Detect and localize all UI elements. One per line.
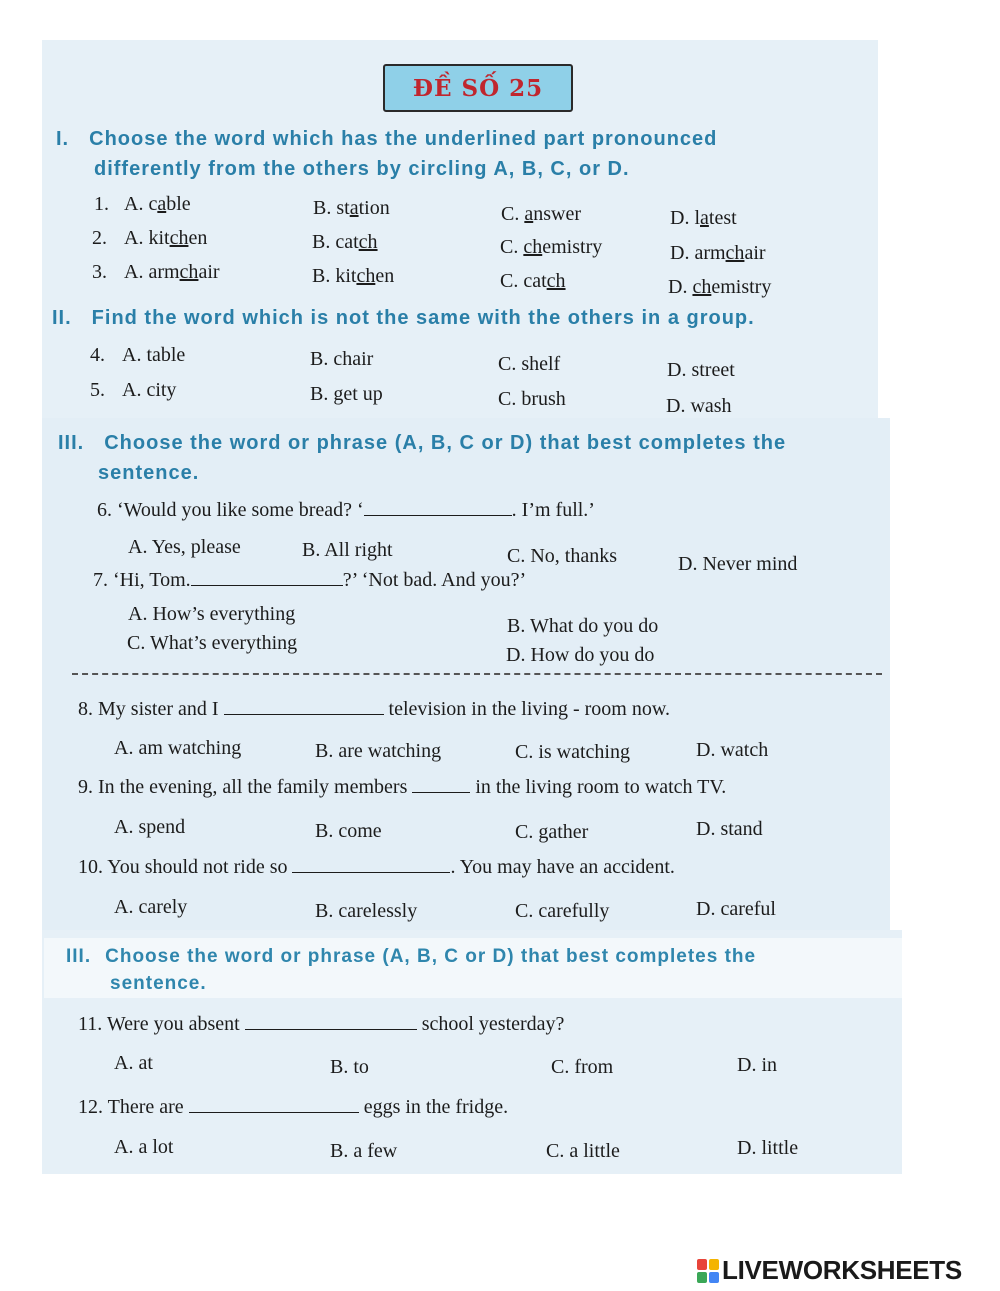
option-d[interactable]: D. careful — [696, 898, 776, 920]
option-a[interactable]: A. am watching — [114, 737, 242, 759]
option-a[interactable]: A. cable — [124, 193, 191, 215]
answer-blank[interactable] — [292, 855, 450, 873]
answer-blank[interactable] — [224, 697, 384, 715]
option-b[interactable]: B. kitchen — [312, 265, 395, 287]
question-stem: 11. Were you absent school yesterday? — [78, 1013, 565, 1035]
option-c[interactable]: C. No, thanks — [507, 545, 617, 567]
logo-mark-icon — [697, 1259, 719, 1283]
option-c[interactable]: C. catch — [500, 270, 566, 292]
section-2-heading: II. Find the word which is not the same with the others in a group. — [52, 307, 755, 329]
option-a[interactable]: A. carely — [114, 896, 188, 918]
section-4-heading: III. Choose the word or phrase (A, B, C or D) that best completes the sentence. — [66, 946, 757, 994]
question-number: 4. — [90, 344, 105, 366]
question-number: 1. — [94, 193, 109, 215]
option-c[interactable]: C. is watching — [515, 741, 630, 763]
question-stem: 8. My sister and I television in the living - room now. — [78, 698, 670, 720]
answer-blank[interactable] — [364, 498, 512, 516]
option-c[interactable]: C. gather — [515, 821, 589, 843]
option-a[interactable]: A. a lot — [114, 1136, 174, 1158]
question-number: 3. — [92, 261, 107, 283]
logo-text: LIVEWORKSHEETS — [722, 1255, 962, 1285]
option-a[interactable]: A. table — [122, 344, 186, 366]
option-b[interactable]: B. are watching — [315, 740, 442, 762]
answer-blank[interactable] — [412, 775, 470, 793]
option-b[interactable]: B. get up — [310, 383, 383, 405]
dashed-divider — [72, 673, 882, 675]
option-b[interactable]: B. a few — [330, 1140, 398, 1162]
option-a[interactable]: A. spend — [114, 816, 186, 838]
answer-blank[interactable] — [191, 568, 343, 586]
answer-blank[interactable] — [189, 1095, 359, 1113]
option-d[interactable]: D. watch — [696, 739, 769, 761]
option-d[interactable]: D. wash — [666, 395, 732, 417]
answer-blank[interactable] — [245, 1012, 417, 1030]
option-b[interactable]: B. carelessly — [315, 900, 418, 922]
question-stem: 9. In the evening, all the family members in the living room to watch TV. — [78, 776, 727, 798]
question-number: 5. — [90, 379, 105, 401]
option-b[interactable]: B. station — [313, 197, 390, 219]
option-b[interactable]: B. to — [330, 1056, 369, 1078]
option-c[interactable]: C. a little — [546, 1140, 620, 1162]
option-b[interactable]: B. All right — [302, 539, 393, 561]
question-stem: 6. ‘Would you like some bread? ‘ . I’m full.’ — [97, 499, 595, 521]
option-c[interactable]: C. from — [551, 1056, 614, 1078]
option-d[interactable]: D. in — [737, 1054, 777, 1076]
option-a[interactable]: A. How’s everything — [128, 603, 296, 625]
option-b[interactable]: B. What do you do — [507, 615, 659, 637]
option-d[interactable]: D. How do you do — [506, 644, 655, 666]
option-d[interactable]: D. street — [667, 359, 735, 381]
option-c[interactable]: C. brush — [498, 388, 566, 410]
option-c[interactable]: C. carefully — [515, 900, 610, 922]
option-a[interactable]: A. armchair — [124, 261, 220, 283]
section-3-heading: III. Choose the word or phrase (A, B, C or D) that best completes the sentence. — [58, 432, 787, 484]
option-d[interactable]: D. armchair — [670, 242, 766, 264]
option-c[interactable]: C. shelf — [498, 353, 561, 375]
question-number: 2. — [92, 227, 107, 249]
option-d[interactable]: D. little — [737, 1137, 799, 1159]
liveworksheets-logo[interactable] — [697, 1255, 962, 1286]
option-b[interactable]: B. catch — [312, 231, 378, 253]
test-number-badge: ĐỀ SỐ 25 — [383, 64, 573, 112]
option-c[interactable]: C. answer — [501, 203, 581, 225]
option-a[interactable]: A. kitchen — [124, 227, 208, 249]
option-a[interactable]: A. at — [114, 1052, 153, 1074]
option-d[interactable]: D. chemistry — [668, 276, 772, 298]
option-c[interactable]: C. What’s everything — [127, 632, 298, 654]
option-d[interactable]: D. latest — [670, 207, 737, 229]
option-a[interactable]: A. city — [122, 379, 177, 401]
option-d[interactable]: D. stand — [696, 818, 763, 840]
section-1-heading: I. Choose the word which has the underlined part pronounced differently from the others by circling A, B, C, or D. — [56, 128, 718, 180]
option-c[interactable]: C. chemistry — [500, 236, 603, 258]
option-a[interactable]: A. Yes, please — [128, 536, 241, 558]
option-b[interactable]: B. chair — [310, 348, 374, 370]
question-stem: 7. ‘Hi, Tom. ?’ ‘Not bad. And you?’ — [93, 569, 527, 591]
option-b[interactable]: B. come — [315, 820, 382, 842]
question-stem: 10. You should not ride so . You may have an accident. — [78, 856, 675, 878]
option-d[interactable]: D. Never mind — [678, 553, 798, 575]
question-stem: 12. There are eggs in the fridge. — [78, 1096, 509, 1118]
